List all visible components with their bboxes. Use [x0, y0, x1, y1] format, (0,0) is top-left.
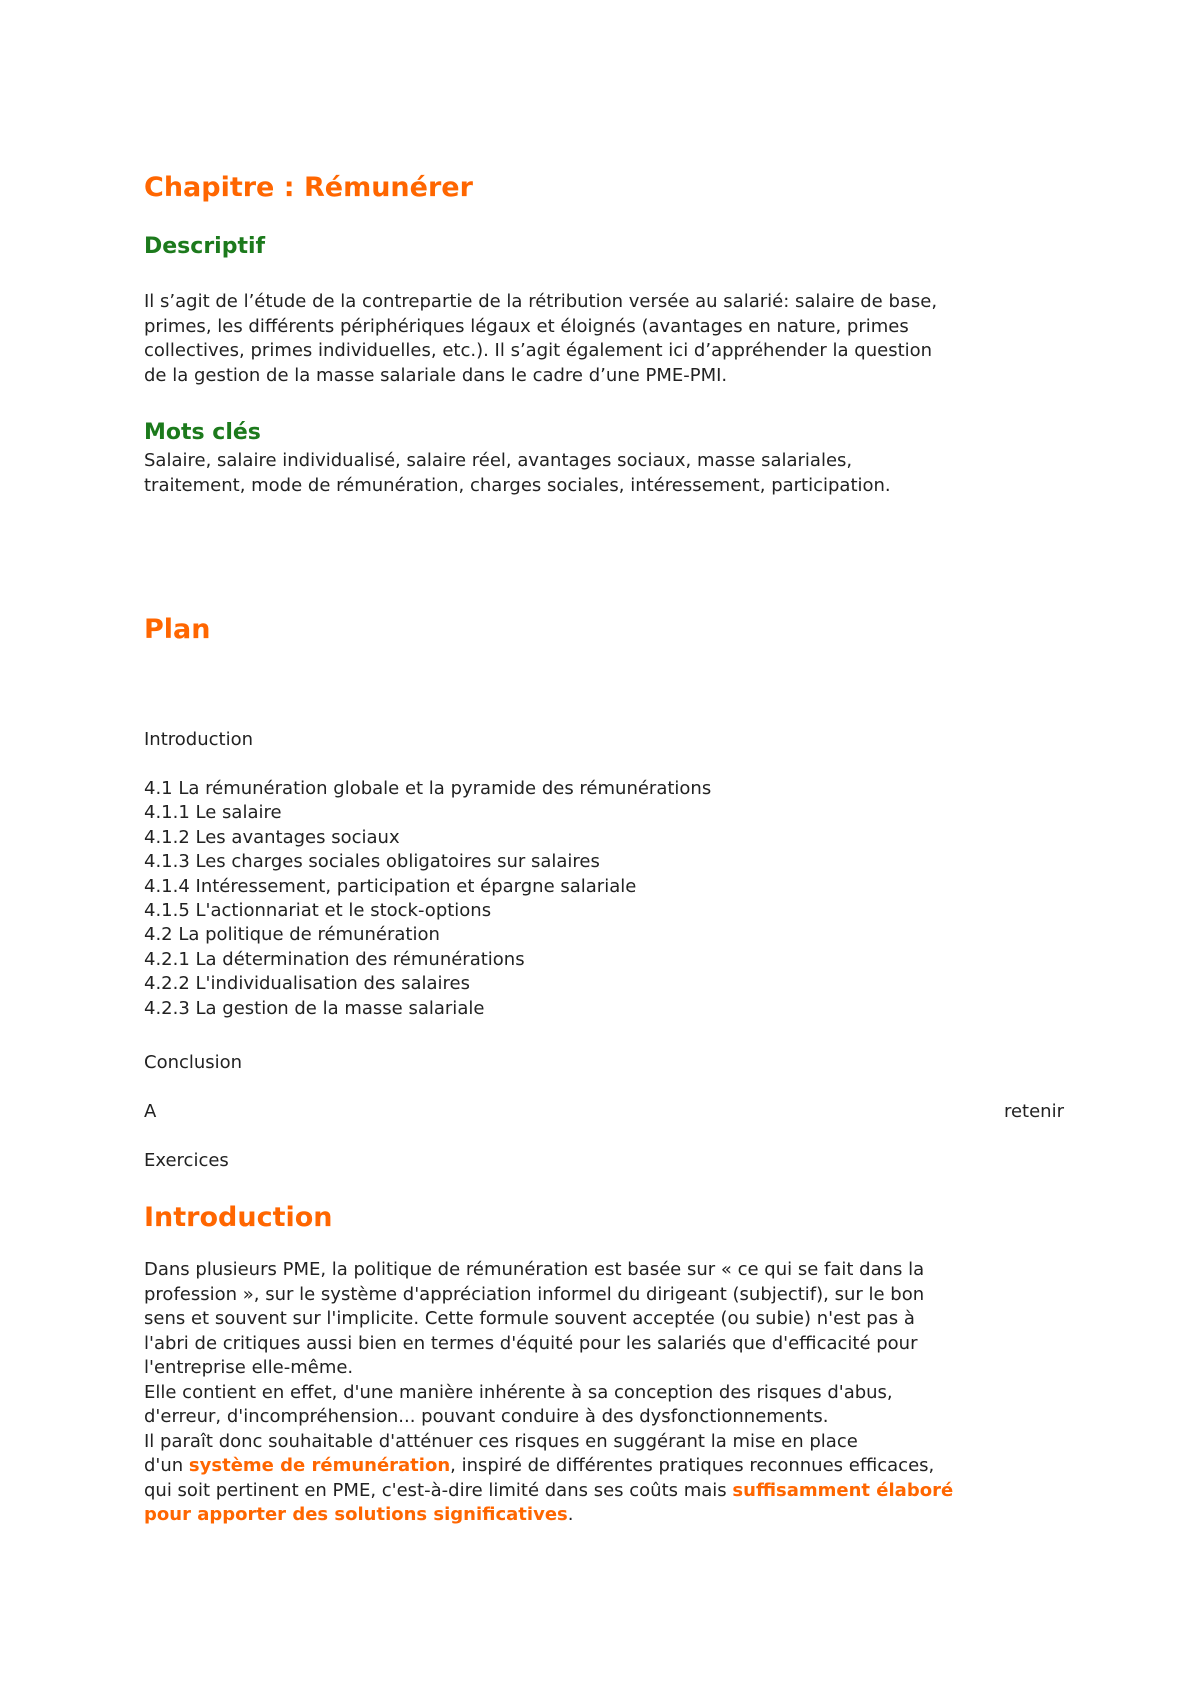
plan-retenir-left: A — [144, 1101, 157, 1122]
mots-cles-line: traitement, mode de rémunération, charges sociales, intéressement, participation. — [144, 474, 891, 496]
plan-conclusion: Conclusion — [144, 1052, 243, 1073]
introduction-line-pre: d'un — [144, 1455, 189, 1476]
introduction-heading: Introduction — [144, 1202, 333, 1233]
plan-item: 4.2 La politique de rémunération — [144, 924, 440, 946]
introduction-line: l'abri de critiques aussi bien en termes d'équité pour les salariés que d'efficacité pour — [144, 1332, 918, 1354]
plan-list — [144, 777, 711, 1021]
introduction-paragraph — [144, 1258, 1064, 1528]
plan-introduction: Introduction — [144, 729, 254, 750]
introduction-line: Il paraît donc souhaitable d'atténuer ces risques en suggérant la mise en place — [144, 1430, 858, 1452]
descriptif-paragraph — [144, 290, 1064, 388]
plan-item: 4.2.3 La gestion de la masse salariale — [144, 997, 485, 1019]
introduction-line: profession », sur le système d'appréciation informel du dirigeant (subjectif), sur le bon — [144, 1283, 925, 1305]
chapter-title: Chapitre : Rémunérer — [144, 172, 473, 203]
plan-item: 4.1.3 Les charges sociales obligatoires sur salaires — [144, 851, 600, 873]
descriptif-line: Il s’agit de l’étude de la contrepartie de la rétribution versée au salarié: salaire de base, — [144, 291, 938, 312]
plan-item: 4.2.1 La détermination des rémunérations — [144, 948, 525, 970]
highlight-solutions-significatives: pour apporter des solutions significatives — [144, 1504, 568, 1525]
descriptif-line: collectives, primes individuelles, etc.). Il s’agit également ici d’appréhender la question — [144, 340, 933, 361]
plan-item: 4.1.2 Les avantages sociaux — [144, 826, 400, 848]
descriptif-line: de la gestion de la masse salariale dans le cadre d’une PME-PMI. — [144, 364, 728, 386]
introduction-line: l'entreprise elle-même. — [144, 1357, 354, 1378]
plan-item: 4.1.5 L'actionnariat et le stock-options — [144, 900, 492, 922]
introduction-line: d'erreur, d'incompréhension... pouvant conduire à des dysfonctionnements. — [144, 1406, 829, 1427]
mots-cles-paragraph — [144, 449, 1064, 498]
introduction-line: Elle contient en effet, d'une manière inhérente à sa conception des risques d'abus, — [144, 1381, 893, 1403]
introduction-line-post: . — [567, 1504, 574, 1525]
mots-cles-heading: Mots clés — [144, 420, 261, 445]
descriptif-line: primes, les différents périphériques légaux et éloignés (avantages en nature, primes — [144, 315, 909, 337]
introduction-line-post: , inspiré de différentes pratiques reconnues efficaces, — [450, 1455, 935, 1476]
descriptif-heading: Descriptif — [144, 234, 266, 259]
plan-item: 4.1.4 Intéressement, participation et épargne salariale — [144, 875, 637, 897]
plan-retenir-right: retenir — [1003, 1101, 1064, 1122]
plan-a-retenir — [144, 1100, 1064, 1125]
plan-item: 4.1 La rémunération globale et la pyramide des rémunérations — [144, 778, 712, 799]
plan-heading: Plan — [144, 614, 211, 645]
highlight-systeme-remuneration: système de rémunération — [188, 1455, 451, 1476]
plan-item: 4.1.1 Le salaire — [144, 802, 282, 824]
highlight-suffisamment-elabore: suffisamment élaboré — [732, 1479, 954, 1501]
plan-exercices: Exercices — [144, 1150, 229, 1171]
introduction-line-pre: qui soit pertinent en PME, c'est-à-dire limité dans ses coûts mais — [144, 1479, 733, 1501]
introduction-line: Dans plusieurs PME, la politique de rémunération est basée sur « ce qui se fait dans la — [144, 1259, 925, 1280]
plan-item: 4.2.2 L'individualisation des salaires — [144, 973, 470, 995]
mots-cles-line: Salaire, salaire individualisé, salaire réel, avantages sociaux, masse salariales, — [144, 450, 853, 471]
introduction-line: sens et souvent sur l'implicite. Cette formule souvent acceptée (ou subie) n'est pas à — [144, 1308, 915, 1329]
